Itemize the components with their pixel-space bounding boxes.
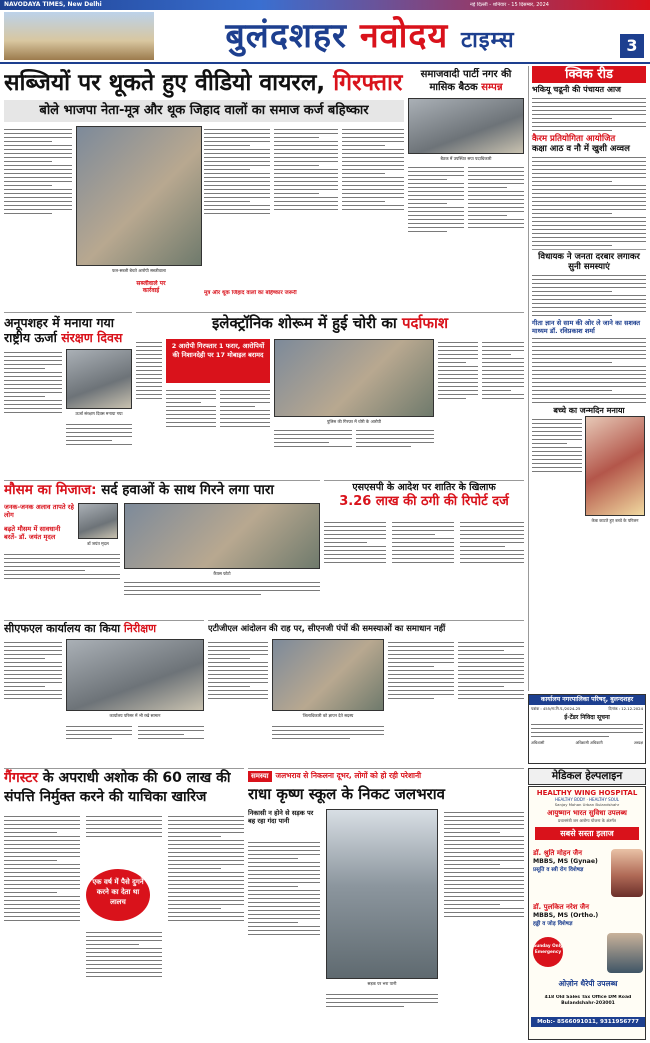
story10-tag: समस्या — [248, 771, 272, 782]
story9-col4 — [168, 813, 244, 1037]
notice-sign-left: अधिशासी — [531, 740, 545, 745]
story5-headline: मौसम का मिजाज: सर्द हवाओं के साथ गिरने लगा पारा — [4, 482, 274, 498]
doctor1-degree: MBBS, MS (Gynae) — [533, 858, 598, 865]
story10-headline: राधा कृष्ण स्कूल के निकट जलभराव — [248, 785, 445, 803]
doctor1-block — [533, 849, 611, 874]
story6-col1 — [324, 519, 386, 615]
story8-col2 — [272, 723, 384, 761]
story4-caption: पुलिस की गिरफ्त में चोरी के आरोपी — [326, 419, 382, 424]
story4-col5 — [356, 427, 434, 475]
story-mausam — [4, 480, 320, 616]
doctor2-name: डॉ. पुलकित नरेश जैन — [533, 903, 590, 911]
story-atgl — [208, 620, 524, 764]
story1-inline-box: मूत्र और थूक जिहाद वालों का बहिष्कार जरूरी — [204, 290, 297, 296]
quick-read-item4-title: गीता ज्ञान से साम की ओर ले जाने का सशक्त माध्यम डॉ. रविप्रकाश शर्मा — [532, 319, 641, 335]
quick-read-item5-caption: केक काटते हुए बच्चे के परिजन — [591, 518, 639, 523]
story10-tag-row — [248, 769, 524, 783]
story5-bullet1: जनक-जनक अलाव तापते रहे लोग — [4, 503, 74, 519]
story7-col2 — [66, 723, 132, 761]
quick-read-item1-body — [532, 98, 646, 131]
story-electronic-showroom — [136, 312, 524, 478]
story7-col3 — [138, 723, 204, 761]
notice-sign-right: अध्यक्ष — [633, 740, 643, 745]
notice-body — [529, 724, 645, 737]
story7-headline: सीएफएल कार्यालय का किया निरीक्षण — [4, 622, 157, 635]
story4-col6 — [438, 339, 478, 475]
story1-photo — [76, 126, 202, 266]
quick-read-item2-title: कैरम प्रतियोगिता आयोजित — [532, 134, 616, 144]
tender-notice — [528, 694, 646, 764]
story10-bullet: निकासी न होने से सड़क पर बह रहा गंदा पानी — [248, 809, 314, 825]
story6-col2 — [392, 519, 454, 615]
hospital-name: HEALTHY WING HOSPITAL — [536, 789, 638, 797]
masthead-title — [160, 12, 580, 60]
story10-photo — [326, 809, 438, 979]
ad-panel-title: मेडिकल हेल्पलाइन — [528, 768, 646, 785]
story9-callout: एक वर्ष में पैसे दुगने करने का देता था लालच — [86, 869, 150, 921]
story1-col3 — [204, 126, 270, 302]
story2-headline: समाजवादी पार्टी नगर की मासिक बैठक सम्पन्न — [420, 69, 512, 93]
story7-col1 — [4, 639, 62, 761]
masthead-city-photo — [4, 12, 154, 60]
hospital-address: 418 Old Sales Tax Office DM Road Bulandshahr-203001 — [544, 995, 632, 1006]
hospital-tagline: HEALTHY BODY · HEALTHY SOUL — [554, 797, 619, 802]
story-sabziyan — [4, 68, 404, 308]
story8-photo — [272, 639, 384, 711]
ozone-therapy: ओज़ोन थैरेपी उपलब्ध — [558, 979, 618, 988]
story-cfl-office — [4, 620, 204, 764]
story5-doctor-caption: डॉ जयंत मृदल — [87, 541, 109, 546]
story8-caption: जिलाधिकारी को ज्ञापन देते सदस्य — [302, 713, 354, 718]
story1-headline: सब्जियों पर थूकते हुए वीडियो वायरल, गिरफ्तार — [4, 70, 403, 96]
story1-subhead: बोले भाजपा नेता-मूत्र और थूक जिहाद वालों का समाज कर्ज बहिष्कार — [4, 100, 404, 122]
story6-col3 — [460, 519, 524, 615]
story9-col3 — [86, 929, 162, 1037]
story5-photo-caption: कैंपस फोटो — [213, 571, 231, 576]
story-anupshahr — [4, 312, 132, 478]
story10-col1 — [248, 839, 320, 1037]
quick-read-item5-body — [532, 416, 582, 534]
story4-headline: इलेक्ट्रॉनिक शोरूम में हुई चोरी का पर्दाफाश — [211, 314, 449, 332]
title-navoday: नवोदय — [359, 16, 449, 56]
doctor2-degree: MBBS, MS (Ortho.) — [533, 912, 599, 919]
medical-helpline-panel — [528, 768, 646, 1040]
story8-col1 — [208, 639, 268, 761]
story9-col1 — [4, 813, 80, 1037]
story4-photo — [274, 339, 434, 417]
cheap-treatment: सबसे सस्ता इलाज — [535, 827, 639, 840]
doctor2-specialty: हड्डी व जोड़ विशेषज्ञ — [533, 921, 573, 927]
story7-caption: कार्यालय परिसर में भी रखे सामान — [109, 713, 161, 718]
story3-col2 — [66, 421, 132, 475]
quick-read-item4-body — [532, 338, 646, 403]
masthead — [0, 0, 650, 64]
story1-col4 — [274, 126, 338, 302]
page-number: 3 — [626, 36, 638, 55]
quick-read-item2-sub: कक्षा आठ व नौ में खुशी अव्वल — [532, 144, 630, 154]
story8-headline: एटीजीएल आंदोलन की राह पर, सीएनजी पंपों की समस्याओं का समाधान नहीं — [208, 623, 446, 633]
story10-tag-text: जलभराव से निकलना दूभर, लोगों को हो रही परेशानी — [275, 771, 422, 780]
notice-subject: ई-टेंडर निविदा सूचना — [564, 714, 610, 721]
title-bulandshahr: बुलंदशहर — [225, 16, 347, 56]
emergency-badge: Sunday Only Emergency — [533, 937, 563, 967]
story9-headline: गैंगस्टर के अपराधी अशोक की 60 लाख की संपत्ति निर्मुक्त करने की याचिका खारिज — [4, 770, 231, 805]
story10-col2 — [326, 991, 438, 1037]
date-line: नई दिल्ली - शनिवार - 15 दिसम्बर, 2024 — [470, 2, 549, 8]
story2-photo — [408, 98, 524, 154]
story7-photo — [66, 639, 204, 711]
quick-read-item3-title: विधायक ने जनता दरबार लगाकर सुनी समस्याएं — [532, 249, 646, 272]
quick-read-header: क्विक रीड — [532, 66, 646, 83]
quick-read-item1-title: भकियू चढूनी की पंचायत आज — [532, 85, 621, 94]
masthead-rule — [0, 62, 650, 64]
notice-ref: पत्रांक : 455/ना.नि.प./2024-25 — [531, 706, 581, 711]
story4-col1 — [136, 339, 162, 475]
doctor2-block — [533, 903, 643, 928]
page-number-badge — [620, 34, 644, 58]
story1-col5 — [342, 126, 404, 302]
story6-headline: एसएसपी के आदेश पर शातिर के खिलाफ 3.26 लाख की ठगी की रिपोर्ट दर्ज — [339, 482, 509, 509]
masthead-left-tag: NAVODAYA TIMES, New Delhi — [4, 1, 102, 8]
notice-date: दिनांक : 12.12.2024 — [608, 706, 643, 711]
story5-body2 — [124, 579, 320, 613]
quick-read-item5-photo — [585, 416, 645, 516]
story4-box: 2 आरोपी गिरफ्तार 1 फरार, आरोपियों की निशानदेही पर 17 मोबाइल बरामद — [166, 339, 270, 383]
quick-read-panel — [528, 66, 646, 691]
story4-col4 — [274, 427, 352, 475]
hospital-subtag: Sanjay Mohan Urban Bulandshahr — [554, 802, 620, 807]
quick-read-item5-title: बच्चे का जन्मदिन मनाया — [553, 406, 625, 415]
story4-col2 — [166, 387, 216, 475]
quick-read-item3-body — [532, 275, 646, 316]
story5-bullet2: बढ़ते मौसम में सावधानी बरतें- डॉ. जयंत मृदल — [4, 525, 61, 541]
title-times: टाइम्स — [461, 28, 515, 53]
story3-col1 — [4, 349, 62, 475]
story-gangster — [4, 768, 244, 1040]
doctor2-photo — [607, 933, 643, 973]
story8-col4 — [458, 639, 524, 761]
story10-caption: सड़क पर भरा पानी — [367, 981, 397, 986]
story-samajwadi — [408, 68, 524, 308]
ayushman-sub: प्रधानमंत्री जन आरोग्य योजना के अंतर्गत — [558, 818, 616, 823]
story4-col3 — [220, 387, 270, 475]
quick-read-item2-body — [532, 157, 646, 246]
story1-kicker: सब्जीवाले पर कार्रवाई — [136, 280, 166, 294]
notice-sign-mid: अधिशासी अधिकारी — [575, 740, 603, 745]
story-jalbharav — [248, 768, 524, 1040]
story2-caption: बैठक में उपस्थित सपा पदाधिकारी — [440, 156, 492, 161]
doctor1-name: डॉ. श्रुति मोहन जैन — [533, 849, 582, 857]
story3-photo — [66, 349, 132, 409]
story1-col1 — [4, 126, 72, 302]
notice-header: कार्यालय नगरपालिका परिषद्, बुलन्दशहर — [529, 695, 645, 705]
story-ssp-order — [324, 480, 524, 616]
story5-photo — [124, 503, 320, 569]
doctor-photo — [611, 849, 643, 897]
story5-body — [4, 551, 120, 613]
story3-headline: अनूपशहर में मनाया गया राष्ट्रीय ऊर्जा संरक्षण दिवस — [4, 315, 123, 345]
story3-caption: ऊर्जा संरक्षण दिवस मनाया गया — [75, 411, 123, 416]
story5-doctor-photo — [78, 503, 118, 539]
hospital-ad — [528, 786, 646, 1040]
story10-col3 — [444, 809, 524, 1037]
hospital-mobile: Mob:- 8566091011, 9311956777 — [531, 1017, 645, 1027]
doctor1-specialty: प्रसूति व स्त्री रोग विशेषज्ञ — [533, 867, 584, 873]
story4-col7 — [482, 339, 524, 475]
ayushman-banner: आयुष्मान भारत सुविधा उपलब्ध — [547, 809, 627, 817]
story2-col1 — [408, 164, 464, 304]
story2-col2 — [468, 164, 524, 304]
story1-caption: फल-सब्जी बेचते आरोपी सब्जीवाला — [112, 268, 166, 273]
story8-col3 — [388, 639, 454, 761]
